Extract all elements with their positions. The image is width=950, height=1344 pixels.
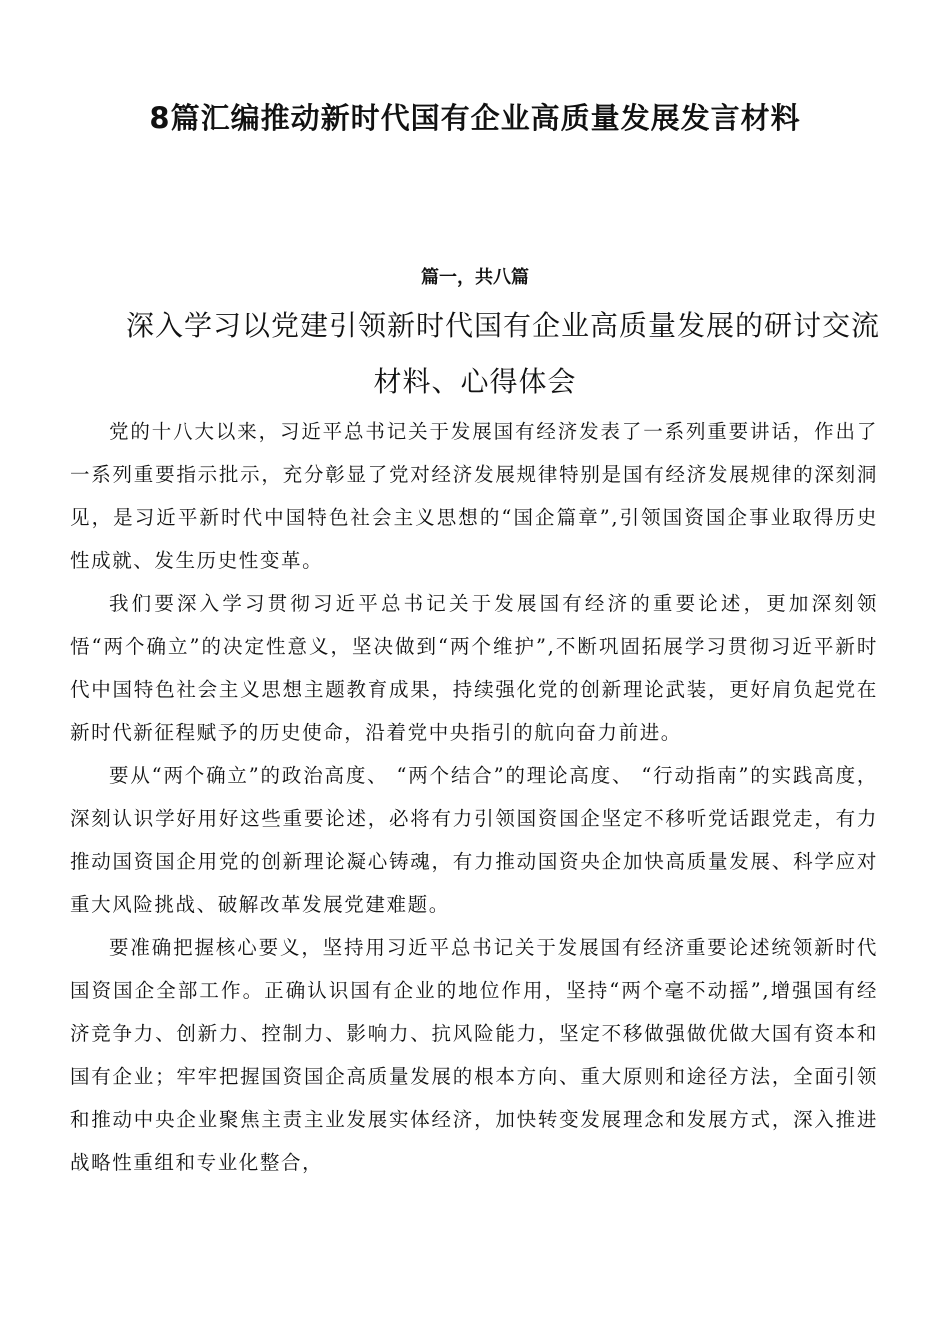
article-title-line-2: 材料、心得体会 bbox=[373, 365, 577, 398]
article-title-line-1: 深入学习以党建引领新时代国有企业高质量发展的研讨交流 bbox=[125, 309, 880, 342]
article-title bbox=[70, 298, 880, 410]
section-label: 篇一，共八篇 bbox=[421, 267, 529, 288]
document-body bbox=[70, 410, 878, 1184]
paragraph-1: 党的十八大以来，习近平总书记关于发展国有经济发表了一系列重要讲话，作出了一系列重要指示批示，充分彰显了党对经济发展规律特别是国有经济发展规律的深刻洞见，是习近平新时代中国特色社会主义思想的“国企篇章”,引领国资国企事业取得历史性成就、发生历史性变革。 bbox=[70, 420, 878, 572]
paragraph-4: 要准确把握核心要义，坚持用习近平总书记关于发展国有经济重要论述统领新时代国资国企全部工作。正确认识国有企业的地位作用，坚持“两个毫不动摇”,增强国有经济竞争力、创新力、控制力、影响力、抗风险能力，坚定不移做强做优做大国有资本和国有企业；牢牢把握国资国企高质量发展的根本方向、重大原则和途径方法，全面引领和推动中央企业聚焦主责主业发展实体经济，加快转变发展理念和发展方式，深入推进战略性重组和专业化整合， bbox=[70, 936, 878, 1174]
paragraph-2: 我们要深入学习贯彻习近平总书记关于发展国有经济的重要论述，更加深刻领悟“两个确立”的决定性意义，坚决做到“两个维护”,不断巩固拓展学习贯彻习近平新时代中国特色社会主义思想主题教育成果，持续强化党的创新理论武装，更好肩负起党在新时代新征程赋予的历史使命，沿着党中央指引的航向奋力前进。 bbox=[70, 592, 878, 744]
paragraph-3: 要从“两个确立”的政治高度、 “两个结合”的理论高度、 “行动指南”的实践高度，深刻认识学好用好这些重要论述，必将有力引领国资国企坚定不移听党话跟党走，有力推动国资国企用党的创新理论凝心铸魂，有力推动国资央企加快高质量发展、科学应对重大风险挑战、破解改革发展党建难题。 bbox=[70, 764, 878, 916]
document-title: 8篇汇编推动新时代国有企业高质量发展发言材料 bbox=[149, 101, 801, 135]
